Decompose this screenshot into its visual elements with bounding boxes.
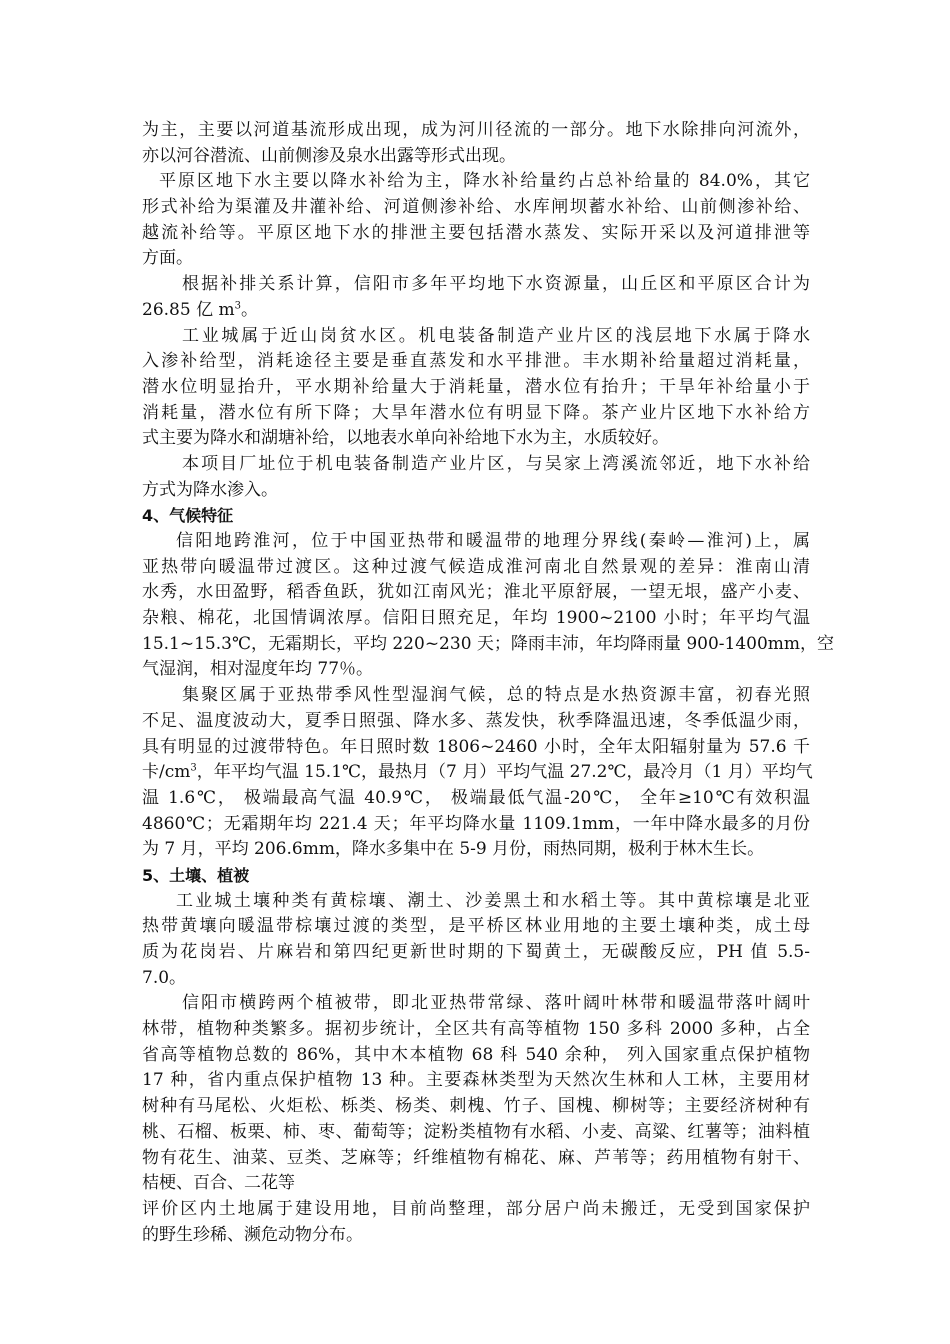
text-line: 消耗量，潜水位有所下降；大旱年潜水位有明显下降。茶产业片区地下水补给方 xyxy=(142,402,810,423)
text-line: 17 种，省内重点保护植物 13 种。主要森林类型为天然次生林和人工林，主要用材 xyxy=(142,1070,810,1091)
text-line: 杂粮、棉花，北国情调浓厚。信阳日照充足，年均 1900~2100 小时；年平均气温 xyxy=(142,608,810,629)
text-line: 形式补给为渠灌及井灌补给、河道侧渗补给、水库闸坝蓄水补给、山前侧渗补给、 xyxy=(142,197,810,218)
text-run: 26.85 亿 m xyxy=(142,299,235,320)
text-line: 桃、石榴、板栗、柿、枣、葡萄等；淀粉类植物有水稻、小麦、高粱、红薯等；油料植 xyxy=(142,1121,810,1142)
text-line: 平原区地下水主要以降水补给为主，降水补给量约占总补给量的 84.0%，其它 xyxy=(159,171,810,192)
document-page xyxy=(142,118,835,1248)
text-line: 信阳市横跨两个植被带，即北亚热带常绿、落叶阔叶林带和暖温带落叶阔叶 xyxy=(182,993,810,1014)
text-line: 工业城属于近山岗贫水区。机电装备制造产业片区的浅层地下水属于降水 xyxy=(182,325,810,346)
text-line: 树种有马尾松、火炬松、栎类、杨类、刺槐、竹子、国槐、柳树等；主要经济树种有 xyxy=(142,1096,810,1117)
text-line: 入渗补给型，消耗途径主要是垂直蒸发和水平排泄。丰水期补给量超过消耗量， xyxy=(142,351,810,372)
text-line: 本项目厂址位于机电装备制造产业片区，与吴家上湾溪流邻近，地下水补给 xyxy=(182,453,810,474)
text-run: 。 xyxy=(240,299,258,320)
text-line: 越流补给等。平原区地下水的排泄主要包括潜水蒸发、实际开采以及河道排泄等 xyxy=(142,222,810,243)
text-line: 温 1.6℃， 极端最高气温 40.9℃， 极端最低气温-20℃， 全年≥10℃有效积温 xyxy=(142,787,810,808)
section-heading: 4、气候特征 xyxy=(142,506,234,526)
text-line: 不足、温度波动大，夏季日照强、降水多、蒸发快，秋季降温迅速，冬季低温少雨， xyxy=(142,710,810,731)
text-line: 式主要为降水和湖塘补给，以地表水单向补给地下水为主，水质较好。 xyxy=(142,428,669,449)
text-line: 15.1~15.3℃，无霜期长，平均 220~230 天；降雨丰沛，年均降雨量 900-1400mm，空 xyxy=(142,633,835,654)
text-line: 质为花岗岩、片麻岩和第四纪更新世时期的下蜀黄土，无碳酸反应，PH 值 5.5- xyxy=(142,942,810,962)
text-run: ，年平均气温 15.1℃，最热月（7 月）平均气温 27.2℃，最冷月（1 月）平均气 xyxy=(196,762,813,783)
text-line: 气湿润，相对湿度年均 77％。 xyxy=(142,659,374,680)
text-run: 卡/cm xyxy=(142,762,191,783)
text-line: 亦以河谷潜流、山前侧渗及泉水出露等形式出现。 xyxy=(142,145,516,166)
text-line: 方面。 xyxy=(142,248,193,269)
text-line xyxy=(142,298,810,324)
text-line: 为 7 月，平均 206.6mm，降水多集中在 5-9 月份，雨热同期，极利于林木生长。 xyxy=(142,839,765,860)
text-line: 的野生珍稀、濒危动物分布。 xyxy=(142,1224,363,1245)
text-line: 潜水位明显抬升，平水期补给量大于消耗量，潜水位有抬升；干旱年补给量小于 xyxy=(142,376,810,397)
text-line: 集聚区属于亚热带季风性型湿润气候，总的特点是水热资源丰富，初春光照 xyxy=(182,685,810,706)
text-line: 4860℃；无霜期年均 221.4 天；年平均降水量 1109.1mm，一年中降水最多的月份 xyxy=(142,813,810,834)
text-line: 信阳地跨淮河，位于中国亚热带和暖温带的地理分界线(秦岭—淮河)上，属 xyxy=(176,531,810,551)
text-line xyxy=(142,760,813,786)
text-line: 桔梗、百合、二花等 xyxy=(142,1173,295,1194)
text-line: 具有明显的过渡带特色。年日照时数 1806~2460 小时，全年太阳辐射量为 57.6 千 xyxy=(142,736,810,757)
text-line: 热带黄壤向暖温带棕壤过渡的类型，是平桥区林业用地的主要土壤种类，成土母 xyxy=(142,916,810,937)
text-line: 7.0。 xyxy=(142,967,187,988)
section-heading: 5、土壤、植被 xyxy=(142,865,250,885)
text-line: 亚热带向暖温带过渡区。这种过渡气候造成淮河南北自然景观的差异：淮南山清 xyxy=(142,556,810,577)
text-line: 根据补排关系计算，信阳市多年平均地下水资源量，山丘区和平原区合计为 xyxy=(182,274,810,295)
text-line: 水秀，水田盈野，稻香鱼跃，犹如江南风光；淮北平原舒展，一望无垠，盛产小麦、 xyxy=(142,582,810,603)
superscript: 3 xyxy=(234,300,241,312)
text-line: 物有花生、油菜、豆类、芝麻等；纤维植物有棉花、麻、芦苇等；药用植物有射干、 xyxy=(142,1147,810,1168)
text-line: 工业城土壤种类有黄棕壤、潮土、沙姜黑土和水稻土等。其中黄棕壤是北亚 xyxy=(176,890,810,911)
text-line: 省高等植物总数的 86%，其中木本植物 68 科 540 余种， 列入国家重点保护植物 xyxy=(142,1044,810,1065)
text-line: 林带，植物种类繁多。据初步统计，全区共有高等植物 150 多科 2000 多种，占全 xyxy=(142,1019,810,1040)
superscript: 3 xyxy=(190,762,197,774)
text-line: 评价区内土地属于建设用地，目前尚整理，部分居户尚未搬迁，无受到国家保护 xyxy=(142,1198,810,1219)
text-line: 为主，主要以河道基流形成出现，成为河川径流的一部分。地下水除排向河流外， xyxy=(142,120,810,140)
text-line: 方式为降水渗入。 xyxy=(142,479,278,500)
